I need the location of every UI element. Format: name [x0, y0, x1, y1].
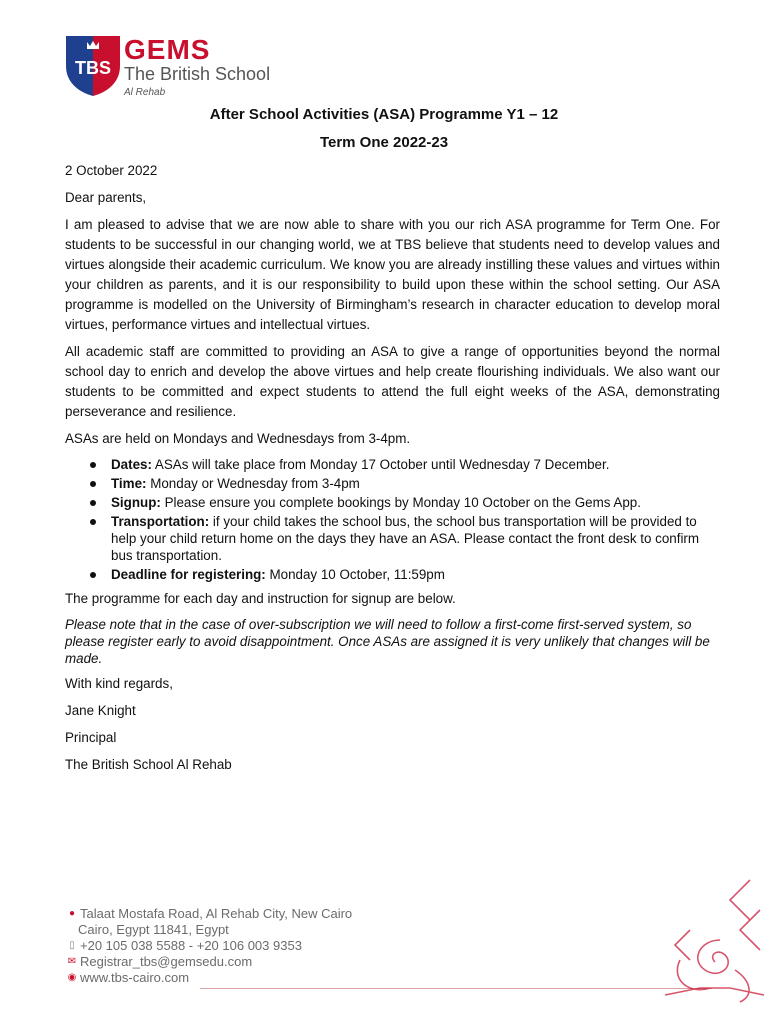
school-logo: [66, 36, 306, 100]
envelope-icon: ✉: [67, 956, 77, 967]
document-subtitle: Term One 2022-23: [319, 134, 449, 151]
school-name: The British School: [124, 64, 271, 84]
detail-label: Dates:: [111, 457, 152, 472]
footer-address-2: [66, 922, 386, 938]
footer-email: [66, 954, 386, 970]
location-pin-icon: ●: [68, 908, 76, 919]
list-item: [111, 475, 720, 492]
school-location: Al Rehab: [124, 87, 166, 98]
detail-text: Please ensure you complete bookings by Monday 10 October on the Gems App.: [160, 495, 641, 510]
detail-text: ASAs will take place from Monday 17 October until Wednesday 7 December.: [151, 457, 610, 472]
address-line-2: Cairo, Egypt 11841, Egypt: [78, 922, 229, 937]
list-item: [111, 456, 720, 473]
paragraph-programme: The programme for each day and instruction for signup are below.: [65, 591, 456, 606]
footer-phone: [66, 938, 386, 954]
paragraph-staff: All academic staff are committed to providing an ASA to give a range of opportunities beyond the normal school day to enrich and develop the above virtues and help create flourishing individuals. We also want our students to be committed and expect students to attend the full eight weeks of the ASA, demonstrating perseverance and resilience.: [65, 344, 720, 419]
signer-name: Jane Knight: [65, 703, 136, 718]
salutation: Dear parents,: [65, 190, 147, 205]
globe-icon: ◉: [67, 972, 77, 983]
detail-label: Deadline for registering:: [111, 567, 266, 582]
footer-website: [66, 970, 386, 986]
detail-label: Time:: [111, 476, 147, 491]
detail-label: Signup:: [111, 495, 161, 510]
phone-numbers: +20 105 038 5588 - +20 106 003 9353: [80, 938, 302, 953]
detail-text: Monday or Wednesday from 3-4pm: [146, 476, 360, 491]
signer-school: The British School Al Rehab: [65, 757, 232, 772]
website-link[interactable]: www.tbs-cairo.com: [80, 970, 190, 985]
signer-title: Principal: [65, 730, 117, 745]
gems-brand: GEMS: [124, 34, 211, 65]
detail-label: Transportation:: [111, 514, 210, 529]
address-line-1: Talaat Mostafa Road, Al Rehab City, New Cairo: [80, 906, 353, 921]
letter-date: 2 October 2022: [65, 163, 158, 178]
letter-body: [65, 161, 720, 782]
document-title: After School Activities (ASA) Programme Y1 – 12: [209, 106, 559, 123]
footer-contact: [66, 906, 386, 986]
email-link[interactable]: Registrar_tbs@gemsedu.com: [80, 954, 253, 969]
decorative-ornament-icon: [660, 870, 768, 1010]
detail-text: if your child takes the school bus, the school bus transportation will be provided to help your child return home on the days they have an ASA. Please contact the front desk to confirm bus transportation.: [111, 514, 700, 563]
asa-details-list: [65, 456, 720, 583]
list-item: [111, 513, 720, 564]
footer-address: [66, 906, 386, 922]
paragraph-schedule: ASAs are held on Mondays and Wednesdays from 3-4pm.: [65, 431, 411, 446]
closing: With kind regards,: [65, 676, 173, 691]
tbs-shield-icon: [66, 36, 120, 96]
oversubscription-note: Please note that in the case of over-subscription we will need to follow a first-come first-served system, so please register early to avoid disappointment. Once ASAs are assigned it is very unlikely that changes will be made.: [65, 617, 710, 666]
list-item: [111, 494, 720, 511]
detail-text: Monday 10 October, 11:59pm: [265, 567, 445, 582]
svg-text:TBS: TBS: [75, 58, 111, 78]
footer-divider: [200, 988, 712, 989]
paragraph-intro: I am pleased to advise that we are now able to share with you our rich ASA programme for Term One. For students to be successful in our changing world, we at TBS believe that students need to develop values and virtues alongside their academic curriculum. We know you are already instilling these values and virtues within your children as parents, and it is our responsibility to build upon these within the school setting. Our ASA programme is modelled on the University of Birmingham’s research in character education to develop moral virtues, performance virtues and intellectual virtues.: [65, 217, 720, 332]
list-item: [111, 566, 720, 583]
phone-icon: ▯: [69, 940, 75, 951]
